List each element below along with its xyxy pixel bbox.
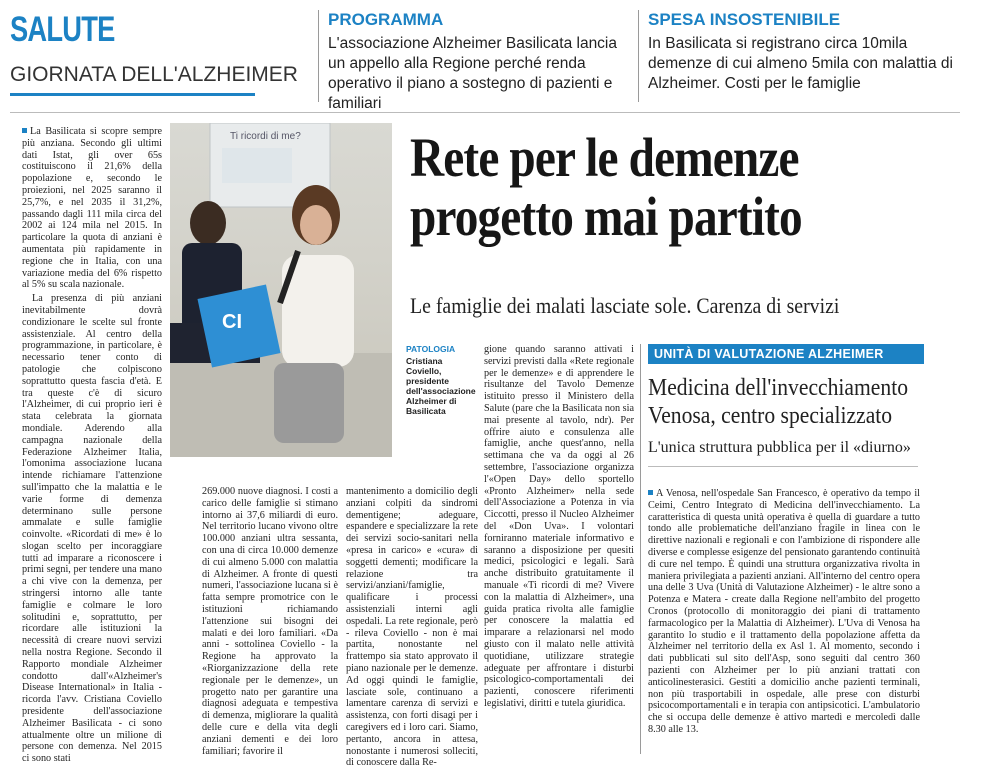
section-rule	[10, 93, 255, 96]
box-title-line-1: Medicina dell'invecchiamento	[648, 375, 909, 401]
kicker-spesa	[648, 10, 958, 94]
section-subtitle: GIORNATA DELL'ALZHEIMER	[10, 63, 298, 86]
header-divider	[10, 112, 960, 113]
kicker-text: L'associazione Alzheimer Basilicata lancia un appello alla Regione perché renda operativo il piano a sostegno di pazienti e familiari	[328, 35, 617, 112]
box-deck: L'unica struttura pubblica per il «diurno»	[648, 439, 911, 456]
article-column-1	[22, 126, 162, 765]
article-paragraph: La presenza di più anziani inevitabilmente dovrà condizionare le scelte sul fronte assistenziale. Al centro della programmazione, in particolare, è necessario tener conto di patologie che colpiscono soprattutto questa fascia d'età. E tra queste c'è di sicuro l'Alzheimer, di cui proprio ieri è stata celebrata la giornata mondiale. Aderendo alla campagna nazionale della Federazione Alzheimer Italia, l'omonima associazione lucana intende richiamare l'attenzione sull'impatto che la malattia e le varie forme di demenza determinano sulle persone ammalate e sulle famiglie coinvolte. «Ricordati di me» è lo slogan scelto per incoraggiare tutti ad imparare a riconoscere i primi segni, per tendere una mano a chi vive con la demenza, per stringersi intorno alle tante famiglie e colmare le loro solitudini e, soprattutto, per ricordare alle istituzioni la necessità di creare nuovi servizi nella nostra Regione. Secondo il Rapporto mondiale Alzheimer condotto dall'«Alzheimer's Disease International» in Italia - ricorda l'avv. Cristiana Coviello presidente dell'associazione Alzheimer Basilicata - ci sono attualmente oltre un milione di persone con demenza. Nel 2015 ci sono stati	[22, 293, 162, 765]
headline	[410, 128, 802, 246]
box-divider	[640, 344, 641, 754]
photo-illustration	[170, 123, 392, 457]
article-paragraph: La Basilicata si scopre sempre più anziana. Secondo gli ultimi dati Istat, gli over 65s costituiscono il 21,6% della popolazione e, secondo le proiezioni, nel 2025 saranno il 25,7%, e nel 2035 il 31,2%, passando dagli 111 mila circa del 2002 ai 124 mila nel 2015. In particolare la quota di anziani è aumentata più rapidamente in regione che in Italia, con una variazione media del 6% rispetto al 5% su scala nazionale.	[22, 126, 162, 291]
kicker-text: In Basilicata si registrano circa 10mila demenze di cui almeno 5mila con malattia di Alzheimer. Costi per le famiglie	[648, 35, 953, 92]
box-label: UNITÀ DI VALUTAZIONE ALZHEIMER	[648, 344, 924, 364]
headline-line-1: Rete per le demenze	[410, 127, 799, 188]
section-name: SALUTE	[10, 10, 115, 49]
slide-text: Ti ricordi di me?	[230, 131, 301, 142]
article-deck: Le famiglie dei malati lasciate sole. Carenza di servizi	[410, 293, 840, 318]
box-rule	[648, 466, 918, 467]
article-photo	[170, 123, 392, 457]
kicker-programma	[328, 10, 633, 114]
article-paragraph: 269.000 nuove diagnosi. I costi a carico delle famiglie si stimano intorno ai 37,6 miliardi di euro. Nel territorio lucano vivono oltre 100.000 anziani ultra sessanta, con una di circa 10.000 demenze di cui almeno 5.000 con malattia di Alzheimer. A fronte di questi numeri, l'associazione lucana si è fatta sempre promotrice con le istituzioni richiamando l'attenzione sui bisogni dei malati e dei loro familiari. «Da anni - sottolinea Coviello - la Regione ha approvato la «Riorganizzazione della rete regionale per le demenze», un progetto nato per garantire una diagnosi adeguata e tempestiva di demenza, migliorare la qualità delle cure e della vita degli anziani dementi e dei loro familiari; favorire il	[202, 486, 338, 757]
box-article	[648, 488, 920, 736]
article-column-2	[202, 486, 338, 757]
caption-kicker: PATOLOGIA	[406, 344, 456, 354]
kicker-divider-2	[638, 10, 639, 102]
article-paragraph: A Venosa, nell'ospedale San Francesco, è operativo da tempo il Ceimi, Centro Integrato di Medicina dell'invecchiamento. La caratteristica di questa unità operativa è quella di guardare a tutto tondo alle problematiche dell'anziano fragile in linea con le direttive nazionali e regionali e con l'ambizione di rispondere alle diverse e complesse esigenze del pensionato garantendo continuità di cure nel tempo. È quindi una struttura organizzativa rivolta in maniera privilegiata a pazienti anziani. All'interno del centro opera una delle 3 Uva (Unità di Valutazione Alzheimer) - le altre sono a Potenza e Matera - create dalla Regione nell'ambito del progetto Cronos (protocollo di monitoraggio dei piani di trattamento farmacologico per la Malattia di Alzheimer). L'Uva di Venosa ha garantito lo studio e il trattamento della popolazione affetta da Alzheimer nel territorio della ex Asl 1. Al momento, secondo i dati pubblicati sul sito dell'Asp, sono seguiti dal centro 360 pazienti con Alzheimer per lo più anziani trattati con anticolinesterasici. Gestiti a domicilio anche pazienti terminali, non più trasportabili in ospedale, alle prese con disturbi psicocomportamentali e in terapia con antipsicotici. L'ambulatorio che si occupa delle demenze è attivo martedì e mercoledì dalle 8.30 alle 13.	[648, 488, 920, 735]
photo-caption	[406, 344, 476, 416]
article-paragraph: mantenimento a domicilio degli anziani colpiti da sindromi dementigene; adeguare, espandere e specializzare la rete dei servizi socio-sanitari nella «presa in carico» e «cura» di soggetti dementi; modificare la relazione tra servizi/anziani/famiglie, qualificare i processi assistenziali interni agli ospedali. La rete regionale, però - rileva Coviello - non è mai partita, nonostante nel frattempo sia stato approvato il piano nazionale per le demenze. Ad oggi quindi le famiglie, lasciate sole, continuano a lamentare carenza di servizi e assistenza, con forti disagi per i caregivers ed i loro cari. Siamo, pertanto, ancora in attesa, nonostante i numerosi solleciti, di conoscere dalla Re-	[346, 486, 478, 769]
bullet-icon	[22, 128, 27, 133]
kicker-title: SPESA INSOSTENIBILE	[648, 10, 841, 29]
article-paragraph: gione quando saranno attivati i servizi previsti dalla «Rete regionale per le demenze» e di apprendere le risultanze del Tavolo Demenze istituito presso il Ministero della Salute (pare che la Basilicata non sia mai presente al tavolo, ndr). Per offrire aiuto e consulenza alle famiglie, anche quest'anno, nella settimana che va da oggi al 26 settembre, l'associazione organizza l'«Open Day» dello sportello «Pronto Alzheimer» nella sede dell'Associazione a Potenza in via Ciccotti, presso il Nucleo Alzheimer del «Don Uva». I volontari forniranno materiale informativo e saranno a disposizione per quesiti medici, psicologici e legali. Sarà anche distribuito gratuitamente il manuale «Ti ricordi di me? Vivere con la malattia di Alzheimer», una guida pratica rivolta alle famiglie per conoscere la malattia ed imparare a relazionarsi nel modo giusto con il malato nelle attività quotidiane, utilizzare strategie adeguate per affrontare i disturbi psicologico-comportamentali dei pazienti, conoscere riferimenti legislativi, diritti e tutela giuridica.	[484, 344, 634, 709]
bullet-icon	[648, 490, 653, 495]
kicker-title: PROGRAMMA	[328, 10, 444, 29]
kicker-divider-1	[318, 10, 319, 102]
box-title	[648, 374, 908, 430]
caption-text: Cristiana Coviello, presidente dell'associazione Alzheimer di Basilicata	[406, 356, 476, 416]
box-title-line-2: Venosa, centro specializzato	[648, 403, 893, 429]
folder-text: CI	[222, 311, 242, 333]
article-column-3	[346, 486, 478, 769]
headline-line-2: progetto mai partito	[410, 186, 802, 247]
article-column-4	[484, 344, 634, 710]
